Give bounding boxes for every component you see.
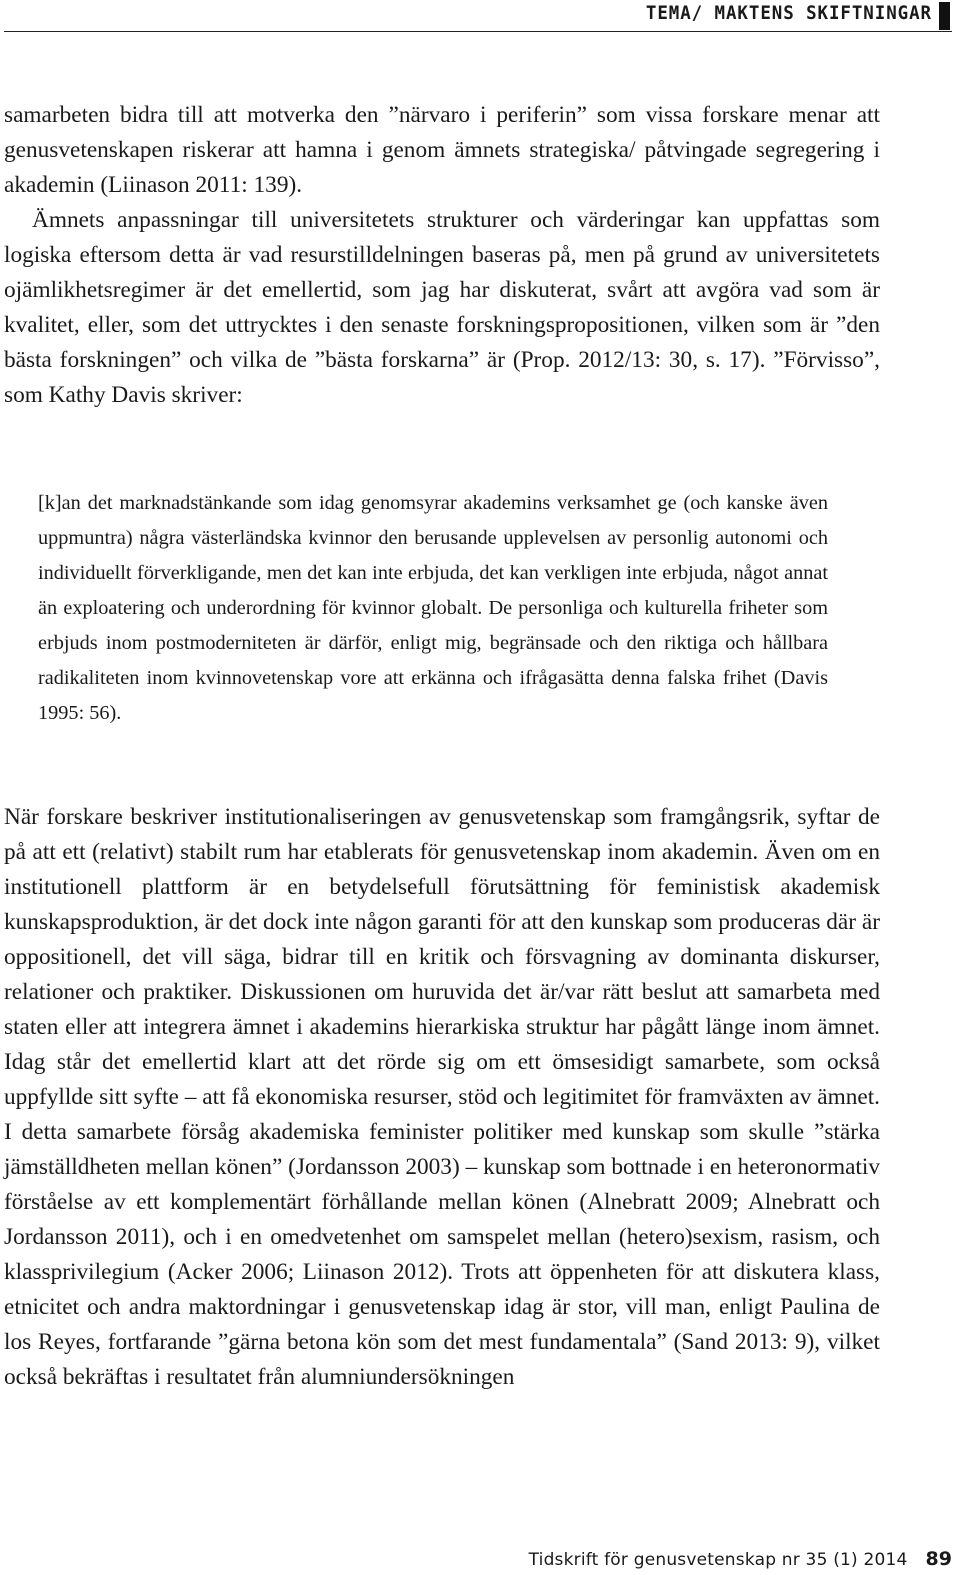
journal-citation: Tidskrift för genusvetenskap nr 35 (1) 2014 xyxy=(528,1550,908,1570)
section-title: TEMA/ MAKTENS SKIFTNINGAR xyxy=(645,2,932,24)
header-marker-block xyxy=(939,2,950,30)
page-footer xyxy=(529,1548,952,1570)
paragraph-continued: samarbeten bidra till att motverka den ”närvaro i periferin” som vissa forskare menar att genusvetenskapen riskerar att hamna i genom ämnets strategiska/ påtvingade segregering i akademin (Liinason 2011: 139). xyxy=(4,102,880,198)
body-text-bottom xyxy=(4,800,880,1395)
page-number: 89 xyxy=(925,1548,952,1570)
body-text-top xyxy=(4,98,880,413)
running-header xyxy=(0,0,960,32)
paragraph-anpassningar: Ämnets anpassningar till universitetets strukturer och värderingar kan uppfattas som logiska eftersom detta är vad resurstilldelningen baseras på, men på grund av universitetets ojämlikhetsregimer är det emellertid, som jag har diskuterat, svårt att avgöra vad som är kvalitet, eller, som det uttrycktes i den senaste forskningspropositionen, vilken som är ”den bästa forskningen” och vilka de ”bästa forskarna” är (Prop. 2012/13: 30, s. 17). ”Förvisso”, som Kathy Davis skriver: xyxy=(4,207,880,408)
paragraph-institutionalisering: När forskare beskriver institutionaliseringen av genusvetenskap som framgångsrik, syftar de på att ett (relativt) stabilt rum har etablerats för genusvetenskap inom akademin. Även om en institutionell plattform är en betydelsefull förutsättning för feministisk akademisk kunskapsproduktion, är det dock inte någon garanti för att den kunskap som produceras där är oppositionell, det vill säga, bidrar till en kritik och försvagning av dominanta diskurser, relationer och praktiker. Diskussionen om huruvida det är/var rätt beslut att samarbeta med staten eller att integrera ämnet i akademins hierarkiska struktur har pågått länge inom ämnet. Idag står det emellertid klart att det rörde sig om ett ömsesidigt samarbete, som också uppfyllde sitt syfte – att få ekonomiska resurser, stöd och legitimitet för framväxten av ämnet. I detta samarbete försåg akademiska feminister politiker med kunskap som skulle ”stärka jämställdheten mellan könen” (Jordansson 2003) – kunskap som bottnade i en heteronormativ förståelse av ett komplementärt förhållande mellan könen (Alnebratt 2009; Alnebratt och Jordansson 2011), och i en omedvetenhet om samspelet mellan (hetero)sexism, rasism, och klassprivilegium (Acker 2006; Liinason 2012). Trots att öppenheten för att diskutera klass, etnicitet och andra maktordningar i genusvetenskap idag är stor, vill man, enligt Paulina de los Reyes, fortfarande ”gärna betona kön som det mest fundamentala” (Sand 2013: 9), vilket också bekräftas i resultatet från alumniundersökningen xyxy=(4,804,880,1390)
block-quote-davis: [k]an det marknadstänkande som idag genomsyrar akademins verksamhet ge (och kanske även uppmuntra) några västerländska kvinnor den berusande upplevelsen av personlig autonomi och individuellt förverkligande, men det kan inte erbjuda, det kan verkligen inte erbjuda, något annat än exploatering och underordning för kvinnor globalt. De personliga och kulturella friheter som erbjuds inom postmoderniteten är därför, enligt mig, begränsade och den riktiga och hållbara radikaliteten inom kvinnovetenskap vore att erkänna och ifrågasätta denna falska frihet (Davis 1995: 56). xyxy=(38,492,828,724)
header-rule xyxy=(4,31,952,32)
